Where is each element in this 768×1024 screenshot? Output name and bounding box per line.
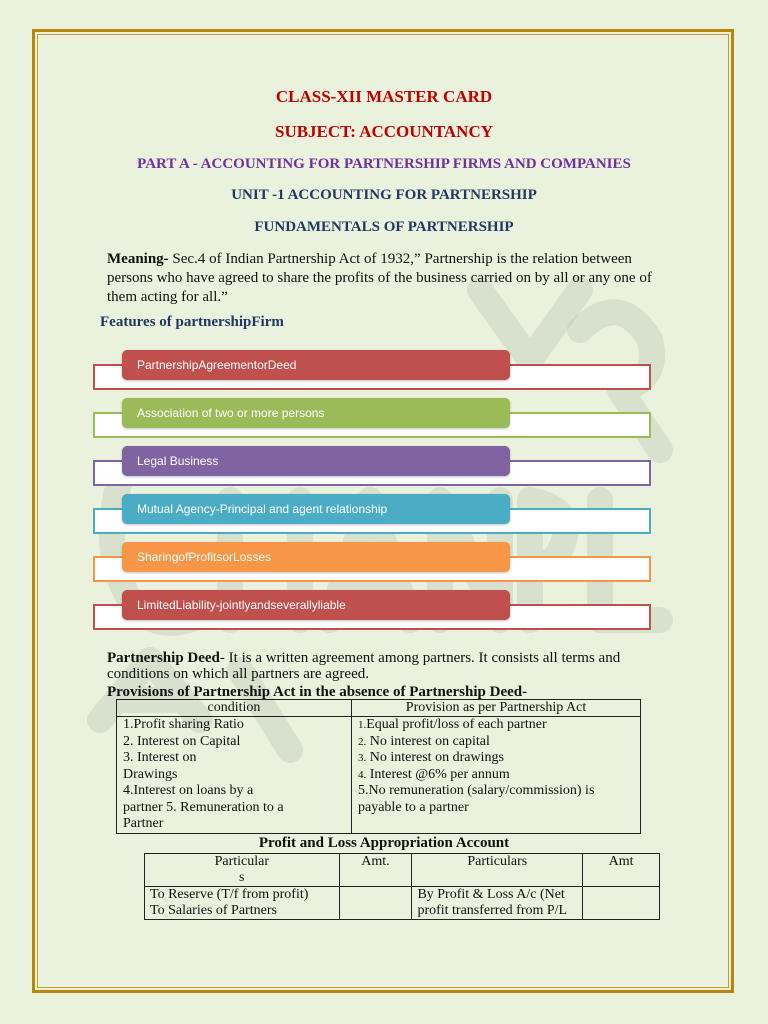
provision-line (358, 800, 634, 817)
row-right-2: profit transferred from P/L (417, 903, 568, 918)
provision-text: 5.No remuneration (salary/commission) is (358, 783, 595, 798)
provision-text: Interest @6% per annum (366, 766, 510, 782)
meaning-label: Meaning- (107, 251, 169, 267)
unit-title: UNIT -1 ACCOUNTING FOR PARTNERSHIP (231, 187, 537, 203)
provision-number: 1. (358, 719, 367, 731)
provisions-table (116, 699, 641, 834)
provision-line (358, 717, 634, 734)
header-particulars-left-1: Particular (214, 854, 269, 869)
provisions-cell (352, 717, 641, 834)
table-header-row (145, 854, 660, 887)
topic-title: FUNDAMENTALS OF PARTNERSHIP (254, 219, 514, 235)
pl-appropriation-table (144, 853, 660, 920)
row-left-1: To Reserve (T/f from profit) (150, 887, 309, 902)
deed-text: - It is a written agreement among partners. It consists all terms and conditions on which all partners are agreed. (107, 650, 621, 682)
feature-item: PartnershipAgreementorDeed (122, 350, 510, 380)
feature-item: Legal Business (122, 446, 510, 476)
table-cell (412, 887, 583, 920)
column-header: Amt. (339, 854, 412, 887)
condition-line: 2. Interest on Capital (123, 733, 241, 749)
provision-line (358, 783, 634, 800)
page-title: CLASS-XII MASTER CARD (275, 87, 493, 106)
header-particulars-left-2: s (239, 870, 245, 885)
condition-line: 1.Profit sharing Ratio (123, 717, 244, 732)
feature-item: SharingofProfitsorLosses (122, 542, 510, 572)
condition-line: 4.Interest on loans by a (123, 783, 254, 798)
meaning-text: Sec.4 of Indian Partnership Act of 1932,” Partnership is the relation between persons who have agreed to share the profits of the business carried on by all or any one of them acting for all.” (107, 251, 652, 305)
table-header-row (117, 700, 641, 717)
provision-number: 3. (358, 752, 367, 764)
provision-text: payable to a partner (358, 799, 469, 815)
column-header: Provision as per Partnership Act (352, 700, 641, 717)
provision-line (358, 750, 634, 767)
provision-line (358, 734, 634, 751)
table-cell (145, 887, 340, 920)
provision-text: Equal profit/loss of each partner (366, 717, 547, 732)
provision-line (358, 767, 634, 784)
condition-line: Partner (123, 816, 164, 831)
table-row (145, 887, 660, 920)
provision-number: 4. (358, 768, 367, 781)
condition-line: 3. Interest on (123, 750, 197, 765)
column-header: Particulars (412, 854, 583, 887)
provision-text: No interest on capital (366, 733, 490, 749)
part-title: PART A - ACCOUNTING FOR PARTNERSHIP FIRMS AND COMPANIES (137, 156, 631, 172)
table-row (117, 717, 641, 834)
deed-label: Partnership Deed (107, 650, 220, 666)
meaning-paragraph (107, 250, 657, 307)
row-left-2: To Salaries of Partners (150, 903, 277, 918)
conditions-cell (117, 717, 352, 834)
deed-paragraph (107, 650, 647, 682)
table-cell (339, 887, 412, 920)
table-cell (583, 887, 660, 920)
column-header: condition (117, 700, 352, 717)
provision-text: No interest on drawings (366, 750, 504, 765)
features-heading: Features of partnershipFirm (100, 314, 284, 330)
provisions-heading: Provisions of Partnership Act in the absence of Partnership Deed- (107, 684, 528, 700)
feature-item: Association of two or more persons (122, 398, 510, 428)
feature-item: Mutual Agency-Principal and agent relationship (122, 494, 510, 524)
condition-line: partner 5. Remuneration to a (123, 799, 284, 815)
feature-item: LimitedLiability-jointlyandseverallyliable (122, 590, 510, 620)
row-right-1: By Profit & Loss A/c (Net (417, 887, 565, 902)
pl-account-title: Profit and Loss Appropriation Account (258, 835, 510, 851)
column-header (145, 854, 340, 887)
provision-number: 2. (358, 735, 367, 748)
condition-line: Drawings (123, 766, 178, 782)
subject-title: SUBJECT: ACCOUNTANCY (274, 122, 494, 141)
column-header: Amt (583, 854, 660, 887)
